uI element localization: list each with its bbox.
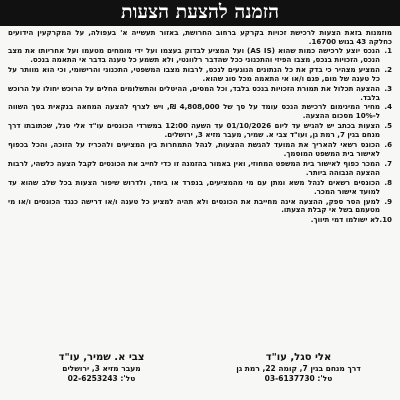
signature-address: דרך מנחם בגין 7, קומה 22, רמת גן	[236, 364, 361, 373]
item-text: הכונסים רשאים לנהל משא ומתן עם מי מהמציעים, בנפרד או ביחד, ולדרוש שיפור הצעות בכל שלב שהוא עד למועד אישור המכר.	[8, 177, 380, 196]
signature-phone: טל': 02-6253243	[67, 373, 136, 383]
intro-paragraph	[8, 28, 392, 46]
item-text: המציע מצהיר כי בדק את כל הנתונים הנוגעים לנכס, לרבות מצבו המשפטי, התכנוני והרישומי, וכי הוא מוותר על כל טענה של מום, פגם ו/או אי התאמה מכל סוג שהוא.	[8, 64, 380, 83]
item-number: 5.	[384, 121, 392, 131]
signature-phone: טל': 03-6137730	[264, 373, 333, 383]
notice-title: הזמנה להצעת הצעות	[0, 0, 400, 26]
item-text: הנכס יוצע לרכישה כמות שהוא (AS IS) ועל המציע לבדוק בעצמו ועל ידי מומחים מטעמו ועל אחריותו את מצב הנכס, הזכויות בנכס, מצבו הפיזי והתכנוני ככל שהדבר רלוונטי, ולא תשמע כל טענה בדבר אי התאמה בנכס.	[8, 47, 381, 64]
item-number: 7.	[384, 158, 392, 168]
signature-address: מעבר מזיא 3, ירושלים	[62, 364, 141, 373]
intro-text: מוזמנות בזאת הצעות לרכישת זכויות בקרקע ברחוב החרושת, באזור תעשייה א' בעפולה, על המקרקעין הידועים כחלקה 43 בגוש 16700.	[8, 28, 392, 47]
signature-name: אלי סגל, עו"ד	[265, 352, 332, 363]
item-text: ההצעה תכלול את תמורת הזכויות בנכס בלבד, וכל המסים, ההיטלים והתשלומים החלים על הרוכש יחולו על הרוכש בלבד.	[8, 83, 380, 102]
list-item	[8, 85, 392, 103]
list-item	[8, 160, 392, 178]
item-number: 10.	[379, 215, 392, 225]
item-text: למען הסר ספק, ההצעה אינה מחייבת את הכונסים ולא תהיה למציע כל טענה ו/או דרישה כנגד הכונסים ו/או מי מטעמם בשל אי קבלת הצעתו.	[8, 196, 380, 215]
list-item	[8, 179, 392, 197]
signature-block-segal	[211, 352, 386, 400]
list-item	[8, 198, 392, 216]
list-item	[8, 141, 392, 159]
item-text: המכר כפוף לאישור בית המשפט המחוזי, ואין באמור בהזמנה זו כדי לחייב את הכונסים לקבל הצעה כלשהי, לרבות ההצעה הגבוהה ביותר.	[8, 158, 380, 177]
item-number: 6.	[384, 140, 392, 150]
item-number: 4.	[384, 102, 392, 112]
list-item	[8, 122, 392, 140]
item-number: 2.	[384, 64, 392, 74]
item-number: 8.	[384, 177, 392, 187]
item-number: 1.	[384, 47, 392, 55]
list-item	[8, 47, 392, 65]
item-number: 9.	[384, 196, 392, 206]
signature-block-shamir	[14, 352, 189, 400]
item-text: הכונס רשאי להאריך את המועד להגשת ההצעות, לנהל התמחרות בין המציעים ולהכריז על הזוכה, והכל בכפוף לאישור בית המשפט המוסמך.	[8, 140, 380, 158]
item-number: 3.	[384, 83, 392, 93]
terms-list	[8, 47, 392, 347]
list-item	[8, 216, 392, 225]
signature-name: צבי א. שמיר, עו"ד	[58, 352, 145, 363]
item-text: לא ישולמו דמי תיווך.	[310, 215, 380, 225]
list-item	[8, 66, 392, 84]
list-item	[8, 103, 392, 121]
item-text: מחיר המינימום לרכישת הנכס עומד על סך של 4,808,000 ₪, ויש לצרף להצעה המחאה בנקאית בסך השווה ל-10% מסכום ההצעה.	[8, 102, 381, 121]
item-text: הצעות בכתב יש להגיש עד ליום 01/10/2026 עד השעה 12:00 במשרדי הכונסים עו"ד אלי סגל, שכתובתו דרך מנחם בגין 7, רמת גן, ועו"ד צבי א. שמיר, מעבר מזיא 3, ירושלים.	[8, 121, 381, 140]
